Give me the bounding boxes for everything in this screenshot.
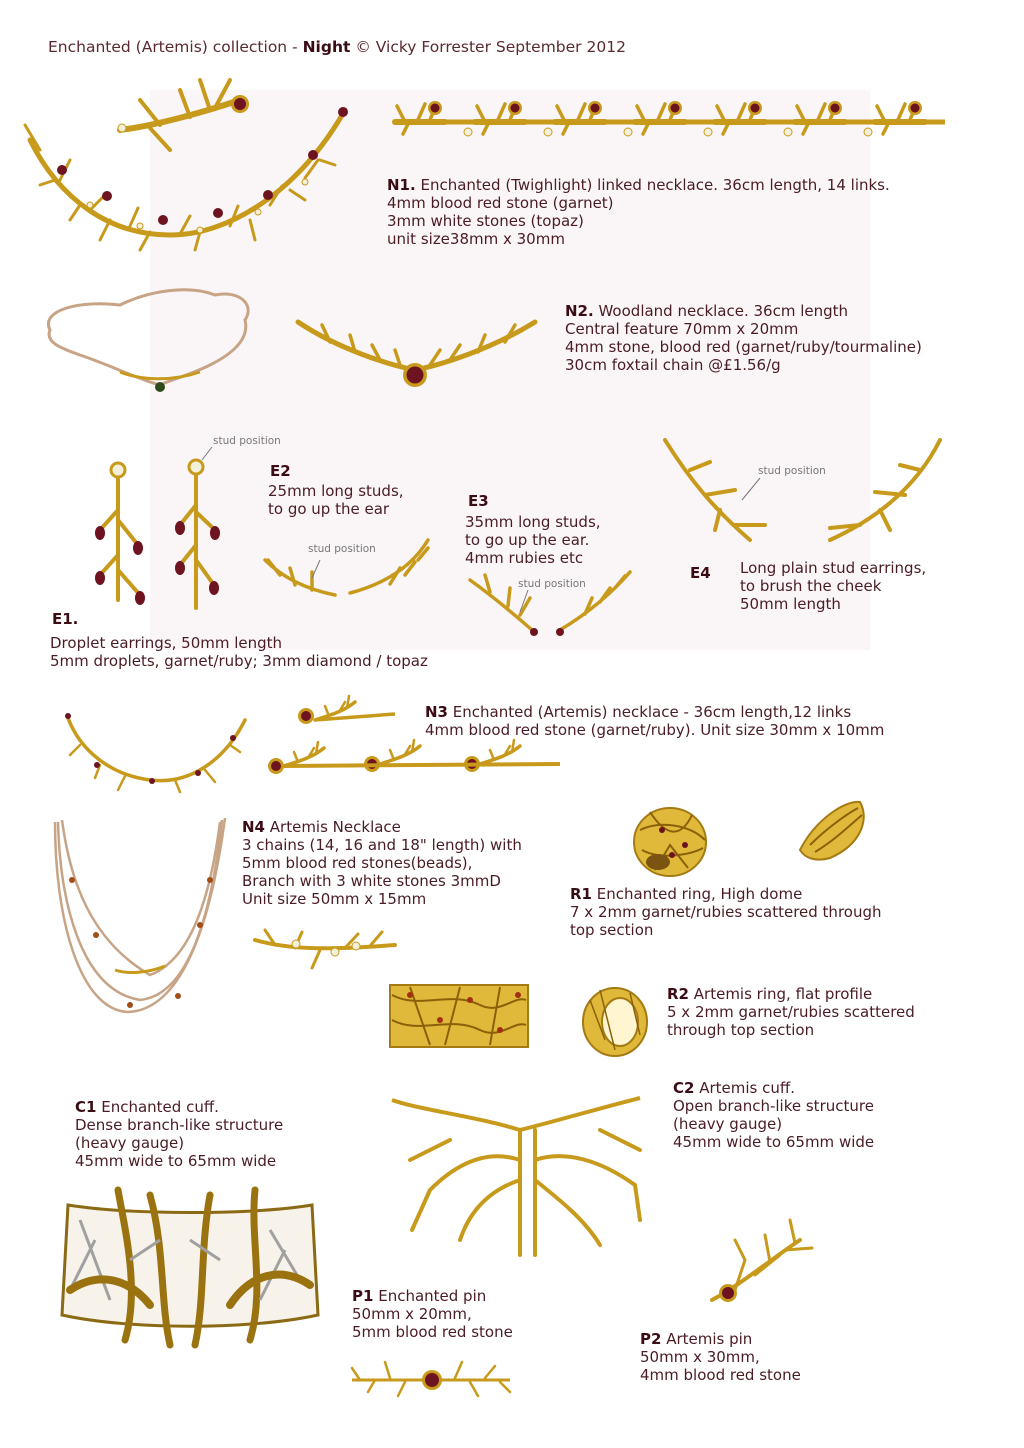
e1-earrings-sketch [95, 447, 220, 608]
r1-line: Enchanted ring, High dome [596, 885, 803, 903]
r2-line: Artemis ring, flat profile [693, 985, 873, 1003]
e4-description [740, 559, 926, 613]
n4-line: Branch with 3 white stones 3mmD [242, 872, 501, 890]
n4-code: N4 [242, 818, 265, 836]
e1-code: E1. [52, 610, 79, 628]
n2-necklace-sketch [48, 290, 535, 392]
e2-line: 25mm long studs, [268, 482, 404, 500]
e3-line: 4mm rubies etc [465, 549, 584, 567]
c2-description [673, 1079, 874, 1151]
p1-line: Enchanted pin [378, 1287, 487, 1305]
n4-line: 5mm blood red stones(beads), [242, 854, 473, 872]
title-bold: Night [302, 38, 351, 56]
p2-code: P2 [640, 1330, 662, 1348]
p2-pin-sketch [712, 1220, 812, 1302]
c2-line: 45mm wide to 65mm wide [673, 1133, 875, 1151]
e2-line: to go up the ear [268, 500, 390, 518]
r2-code: R2 [667, 985, 689, 1003]
n2-line: 4mm stone, blood red (garnet/ruby/tourmaline) [565, 338, 922, 356]
r1-line: 7 x 2mm garnet/rubies scattered through [570, 903, 882, 921]
e3-code: E3 [468, 492, 489, 510]
n3-line: Enchanted (Artemis) necklace - 36cm length,12 links [452, 703, 852, 721]
c1-line: Dense branch-like structure [75, 1116, 284, 1134]
p2-description [640, 1330, 801, 1384]
c1-description [75, 1098, 283, 1170]
p2-line: 4mm blood red stone [640, 1366, 801, 1384]
n1-line: Enchanted (Twighlight) linked necklace. 36cm length, 14 links. [420, 176, 890, 194]
n4-line: 3 chains (14, 16 and 18" length) with [242, 836, 522, 854]
p1-pin-sketch [352, 1362, 510, 1396]
n3-line: 4mm blood red stone (garnet/ruby). Unit size 30mm x 10mm [425, 721, 885, 739]
p2-line: 50mm x 30mm, [640, 1348, 760, 1366]
e3-line: 35mm long studs, [465, 513, 601, 531]
n1-necklace-sketch [25, 80, 348, 250]
r1-code: R1 [570, 885, 592, 903]
n4-description [242, 818, 522, 908]
c2-line: Open branch-like structure [673, 1097, 874, 1115]
c1-cuff-sketch [62, 1190, 318, 1345]
p1-description [352, 1287, 513, 1341]
c1-line: Enchanted cuff. [101, 1098, 219, 1116]
e3-description [465, 513, 601, 567]
c2-line: (heavy gauge) [673, 1115, 783, 1133]
r2-line: 5 x 2mm garnet/rubies scattered [667, 1003, 915, 1021]
n3-code: N3 [425, 703, 448, 721]
n3-description [425, 703, 884, 739]
r2-description [667, 985, 915, 1039]
n1-links-row [395, 101, 945, 136]
p1-code: P1 [352, 1287, 374, 1305]
c1-code: C1 [75, 1098, 97, 1116]
e1-stud-position-note: stud position [213, 435, 281, 447]
r1-ring-sketch [634, 802, 864, 876]
c1-line: 45mm wide to 65mm wide [75, 1152, 277, 1170]
c2-cuff-sketch [392, 1098, 640, 1255]
e4-line: to brush the cheek [740, 577, 882, 595]
title-suffix: © Vicky Forrester September 2012 [350, 38, 626, 56]
e4-line: Long plain stud earrings, [740, 559, 927, 577]
n4-line: Unit size 50mm x 15mm [242, 890, 427, 908]
n2-line: 30cm foxtail chain @£1.56/g [565, 356, 781, 374]
e4-line: 50mm length [740, 595, 841, 613]
r2-line: through top section [667, 1021, 815, 1039]
n4-line: Artemis Necklace [269, 818, 401, 836]
e2-description [268, 482, 404, 518]
title-prefix: Enchanted (Artemis) collection - [48, 38, 303, 56]
e3-stud-position-note: stud position [518, 578, 586, 590]
n2-code: N2. [565, 302, 594, 320]
e3-line: to go up the ear. [465, 531, 590, 549]
n2-description [565, 302, 922, 374]
n1-line: 4mm blood red stone (garnet) [387, 194, 614, 212]
n1-line: unit size38mm x 30mm [387, 230, 565, 248]
n2-line: Central feature 70mm x 20mm [565, 320, 799, 338]
p2-line: Artemis pin [666, 1330, 753, 1348]
e2-code: E2 [270, 462, 291, 480]
c2-code: C2 [673, 1079, 695, 1097]
r1-description [570, 885, 882, 939]
n1-description [387, 176, 890, 248]
n1-code: N1. [387, 176, 416, 194]
e4-studs-sketch [665, 440, 940, 540]
e4-code: E4 [690, 564, 711, 582]
p1-line: 5mm blood red stone [352, 1323, 513, 1341]
n2-line: Woodland necklace. 36cm length [598, 302, 849, 320]
e2-stud-position-note: stud position [308, 543, 376, 555]
e1-line: Droplet earrings, 50mm length [50, 634, 283, 652]
e1-description [50, 634, 428, 670]
e1-line: 5mm droplets, garnet/ruby; 3mm diamond / topaz [50, 652, 428, 670]
c1-line: (heavy gauge) [75, 1134, 185, 1152]
p1-line: 50mm x 20mm, [352, 1305, 472, 1323]
e4-stud-position-note: stud position [758, 465, 826, 477]
c2-line: Artemis cuff. [699, 1079, 795, 1097]
r1-line: top section [570, 921, 654, 939]
n1-line: 3mm white stones (topaz) [387, 212, 584, 230]
r2-ring-sketch [390, 985, 647, 1056]
